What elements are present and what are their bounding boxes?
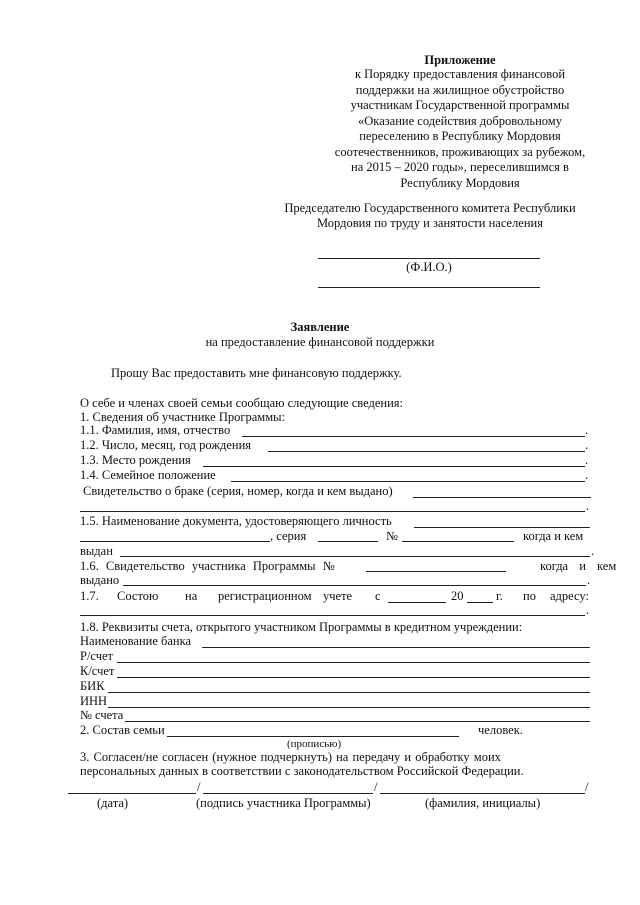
input-registration-date[interactable] bbox=[388, 602, 446, 603]
input-name-initials[interactable] bbox=[380, 793, 585, 794]
label-issued: выдан bbox=[80, 544, 113, 558]
input-marriage-certificate[interactable] bbox=[413, 497, 591, 498]
fio-caption: (Ф.И.О.) bbox=[406, 260, 452, 274]
input-bank-name[interactable] bbox=[202, 647, 590, 648]
label-series: , серия bbox=[270, 529, 307, 543]
input-marital-status[interactable] bbox=[231, 481, 585, 482]
label-when-who: когда и кем bbox=[523, 529, 584, 543]
addressee-line-2: Мордовия по труду и занятости населения bbox=[316, 216, 543, 230]
input-bik[interactable] bbox=[108, 692, 590, 693]
label-birthplace: 1.3. Место рождения bbox=[80, 453, 191, 467]
label-marriage-certificate: Свидетельство о браке (серия, номер, когда и кем выдано) bbox=[83, 484, 393, 498]
input-registration-year[interactable] bbox=[467, 602, 493, 603]
input-participant-certificate[interactable] bbox=[366, 571, 506, 572]
addressee-line-1: Председателю Государственного комитета Республики bbox=[284, 201, 576, 215]
input-date[interactable] bbox=[68, 793, 196, 794]
input-series[interactable] bbox=[318, 541, 378, 542]
input-family-count[interactable] bbox=[167, 736, 459, 737]
input-number[interactable] bbox=[402, 541, 514, 542]
consent-line-2: персональных данных в соответствии с законодательством Российской Федерации. bbox=[80, 764, 524, 778]
input-rs[interactable] bbox=[117, 662, 590, 663]
label-registration-word: с bbox=[375, 589, 381, 603]
label-issued-2: выдано bbox=[80, 573, 120, 587]
appendix-line: участникам Государственной программы bbox=[350, 98, 570, 112]
label-persons: человек. bbox=[478, 723, 523, 737]
appendix-line: поддержки на жилищное обустройство bbox=[355, 82, 565, 97]
statement-title: Заявление bbox=[290, 320, 350, 334]
label-bank-details: 1.8. Реквизиты счета, открытого участником Программы в кредитном учреждении: bbox=[80, 620, 523, 634]
caption-name: (фамилия, инициалы) bbox=[425, 796, 541, 810]
input-id-document-cont[interactable] bbox=[80, 541, 270, 542]
input-address[interactable] bbox=[80, 615, 585, 616]
intro-text: О себе и членах своей семьи сообщаю следующие сведения: bbox=[80, 396, 403, 410]
appendix-text bbox=[300, 67, 620, 191]
label-account: № счета bbox=[80, 708, 124, 722]
input-marriage-certificate-cont[interactable] bbox=[80, 511, 585, 512]
request-text: Прошу Вас предоставить мне финансовую поддержку. bbox=[111, 366, 402, 380]
label-registration-word: регистрационном bbox=[218, 589, 312, 603]
label-participant-certificate: 1.6. Свидетельство участника Программы № bbox=[80, 559, 335, 573]
input-issued-2[interactable] bbox=[123, 585, 586, 586]
input-account[interactable] bbox=[125, 721, 590, 722]
input-issued[interactable] bbox=[120, 556, 590, 557]
input-birthdate[interactable] bbox=[268, 451, 585, 452]
label-number: № bbox=[386, 529, 398, 543]
input-fio[interactable] bbox=[242, 436, 585, 437]
document-page: Приложение к Порядку предоставления финансовой поддержки на жилищное обустройство участникам Государственной программы «Оказание содействия добровольному переселению в Республику Мордовия соотечественников, проживающих за рубежом, на 2015 – 2020 годы», переселившимся в Республику Мордовия Председателю Государственного комитета Республики Мордовия по труду и занятости населения (Ф.И.О.) Заявление на предоставление финансовой поддержки Прошу Вас предоставить мне финансовую поддержку. О себе и членах своей семьи сообщаю следующие сведения: 1. Сведения об участнике Программы: 1.1. Фамилия, имя, отчество . 1.2. Число, месяц, год рождения . 1.3. Место рождения . 1.4. Семейное положение . Свидетельство о браке (серия, номер, когда и кем выдано) . 1.5. Наименование документа, удостоверяющего личность , серия № когда и кем выдан . 1.6. Свидетельство участника Программы № когда и кем выдано . 1.7. Состою на регистрационном учете с 20 г. по адресу: . 1.8. Реквизиты счета, открытого участником Программы в кредитном учреждении: Наименование банка Р/счет К/счет БИК ИНН № счета 2. Состав семьи человек. (прописью) 3. Согласен/не согласен (нужное подчеркнуть) на передачу и обработку моих персональных данных в соответствии с законодательством Российской Федерации. / / / (дата) (подпись участника Программы) (фамилия, инициалы) bbox=[0, 0, 640, 905]
label-when-who-2: когда и кем bbox=[540, 559, 617, 573]
appendix-title: Приложение bbox=[424, 53, 496, 67]
appendix-line: Республику Мордовия bbox=[400, 175, 520, 190]
statement-subtitle: на предоставление финансовой поддержки bbox=[205, 335, 435, 349]
label-birthdate: 1.2. Число, месяц, год рождения bbox=[80, 438, 252, 452]
label-registration-num: 1.7. bbox=[80, 589, 99, 603]
fio-input-line-2[interactable] bbox=[318, 287, 540, 288]
label-fio: 1.1. Фамилия, имя, отчество bbox=[80, 423, 231, 437]
caption-date: (дата) bbox=[97, 796, 129, 810]
caption-in-words: (прописью) bbox=[287, 738, 342, 750]
input-birthplace[interactable] bbox=[203, 466, 585, 467]
label-year-prefix: 20 bbox=[451, 589, 464, 603]
section-1-title: 1. Сведения об участнике Программы: bbox=[80, 410, 285, 424]
appendix-line: соотечественников, проживающих за рубежом, bbox=[334, 144, 586, 159]
appendix-line: к Порядку предоставления финансовой bbox=[354, 67, 566, 81]
label-rs: Р/счет bbox=[80, 649, 114, 663]
label-registration-word: учете bbox=[323, 589, 353, 603]
label-family: 2. Состав семьи bbox=[80, 723, 165, 737]
label-bik: БИК bbox=[80, 679, 105, 693]
addressee-block bbox=[260, 201, 600, 231]
fio-input-line[interactable] bbox=[318, 258, 540, 259]
label-registration-word: по bbox=[523, 589, 536, 603]
input-inn[interactable] bbox=[108, 707, 590, 708]
label-inn: ИНН bbox=[80, 694, 108, 708]
appendix-line: на 2015 – 2020 годы», переселившимся в bbox=[351, 160, 569, 174]
input-signature[interactable] bbox=[203, 793, 373, 794]
consent-line-1: 3. Согласен/не согласен (нужное подчеркнуть) на передачу и обработку моих bbox=[80, 750, 501, 764]
caption-signature: (подпись участника Программы) bbox=[196, 796, 371, 810]
input-id-document[interactable] bbox=[414, 527, 590, 528]
label-ks: К/счет bbox=[80, 664, 115, 678]
input-ks[interactable] bbox=[117, 677, 590, 678]
label-address: адресу: bbox=[550, 589, 589, 603]
label-bank-name: Наименование банка bbox=[80, 634, 192, 648]
label-year-suffix: г. bbox=[496, 589, 503, 603]
label-registration-word: Состою bbox=[117, 589, 159, 603]
label-registration-word: на bbox=[185, 589, 198, 603]
appendix-line: «Оказание содействия добровольному bbox=[358, 113, 562, 128]
label-marital-status: 1.4. Семейное положение bbox=[80, 468, 216, 482]
label-id-document: 1.5. Наименование документа, удостоверяющего личность bbox=[80, 514, 392, 528]
appendix-line: переселению в Республику Мордовия bbox=[359, 129, 561, 143]
